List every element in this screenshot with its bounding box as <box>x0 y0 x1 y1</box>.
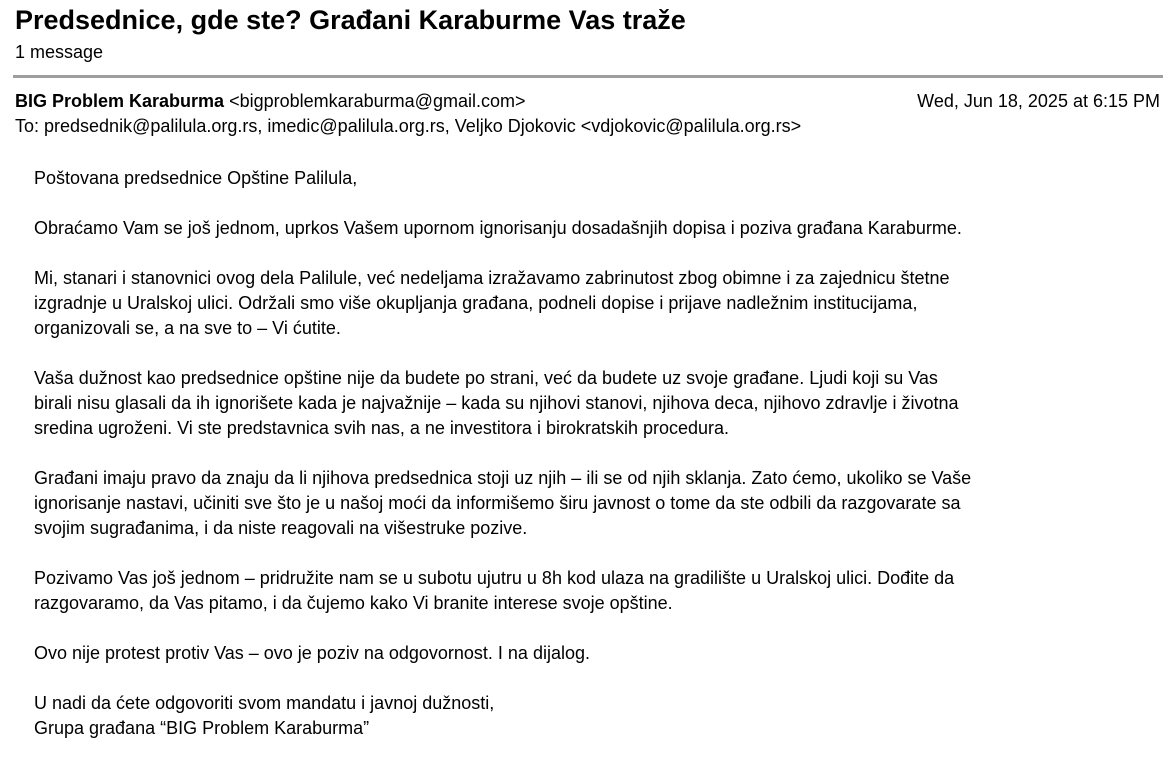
body-paragraph-dialog: Ovo nije protest protiv Vas – ovo je poziv na odgovornost. I na dijalog. <box>34 643 590 663</box>
message-count: 1 message <box>15 42 104 62</box>
body-paragraph-greeting: Poštovana predsednice Opštine Palilula, <box>34 168 358 188</box>
sender-name: BIG Problem Karaburma <box>15 91 225 111</box>
body-paragraph-warning: Građani imaju pravo da znaju da li njihova predsednica stoji uz njih – ili se od njih sklanja. Zato ćemo, ukoliko se Vaše ignorisanje nastavi, učiniti sve što je u našoj moći da informišemo širu javnost o tome da ste odbili da razgovarate sa svojim sugrađanima, i da niste reagovali na višestruke pozive. <box>34 468 972 538</box>
body-paragraph-duty: Vaša dužnost kao predsednice opštine nije da budete po strani, već da budete uz svoje građane. Ljudi koji su Vas birali nisu glasali da ih ignorišete kada je najvažnije – kada su njihovi stanovi, njihova deca, njihovo zdravlje i životna sredina ugroženi. Vi ste predstavnica svih nas, a ne investitora i birokratskih procedura. <box>34 368 959 438</box>
header-divider <box>13 75 1163 78</box>
sender-email[interactable]: <bigproblemkaraburma@gmail.com> <box>229 91 526 111</box>
body-paragraph-intro: Obraćamo Vam se još jednom, uprkos Vašem upornom ignorisanju dosadašnjih dopisa i poziva građana Karaburme. <box>34 218 962 238</box>
to-recipients: To: predsednik@palilula.org.rs, imedic@palilula.org.rs, Veljko Djokovic <vdjokovic@palilula.org.rs> <box>15 116 802 136</box>
body-paragraph-signature: U nadi da ćete odgovoriti svom mandatu i javnoj dužnosti, Grupa građana “BIG Problem Karaburma” <box>34 693 495 738</box>
email-date: Wed, Jun 18, 2025 at 6:15 PM <box>917 91 1160 111</box>
body-paragraph-invitation: Pozivamo Vas još jednom – pridružite nam se u subotu ujutru u 8h kod ulaza na gradilište u Uralskoj ulici. Dođite da razgovaramo, da Vas pitamo, i da čujemo kako Vi branite interese svoje opštine. <box>34 568 955 613</box>
body-paragraph-concern: Mi, stanari i stanovnici ovog dela Palilule, već nedeljama izražavamo zabrinutost zbog obimne i za zajednicu štetne izgradnje u Uralskoj ulici. Održali smo više okupljanja građana, podneli dopise i prijave nadležnim institucijama, organizovali se, a na sve to – Vi ćutite. <box>34 268 950 338</box>
from-line <box>15 91 525 112</box>
email-body <box>34 166 1149 766</box>
email-subject: Predsednice, gde ste? Građani Karaburme Vas traže <box>15 5 686 35</box>
